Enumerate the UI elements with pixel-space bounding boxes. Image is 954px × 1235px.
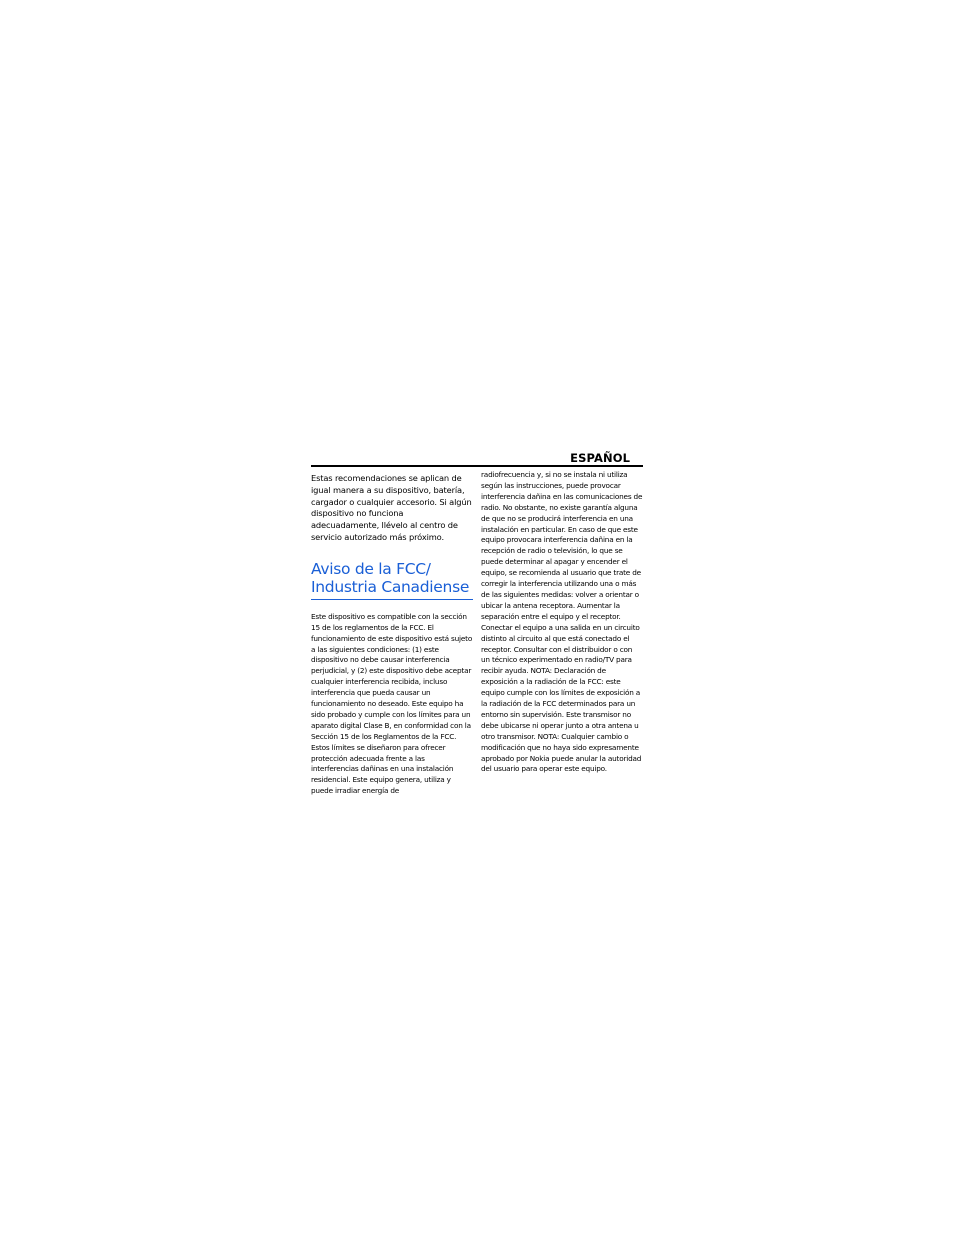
header-rule	[311, 465, 643, 467]
section-title-rule	[311, 599, 473, 600]
right-column	[481, 470, 643, 775]
language-label: ESPAÑOL	[570, 451, 630, 465]
page-header	[311, 450, 643, 466]
fcc-paragraph-left: Este dispositivo es compatible con la sección 15 de los reglamentos de la FCC. El funcionamiento de este dispositivo está sujeto a las siguientes condiciones: (1) este dispositivo no debe causar interferencia perjudicial, y (2) este dispositivo debe aceptar cualquier interferencia recibida, incluso interferencia que pueda causar un funcionamiento no deseado. Este equipo ha sido probado y cumple con los límites para un aparato digital Clase B, en conformidad con la Sección 15 de los Reglamentos de la FCC. Estos límites se diseñaron para ofrecer protección adecuada frente a las interferencias dañinas en una instalación residencial. Este equipo genera, utiliza y puede irradiar energía de	[311, 611, 473, 796]
section-title-line2: Industria Canadiense	[311, 577, 470, 596]
intro-paragraph: Estas recomendaciones se aplican de igual manera a su dispositivo, batería, cargador o cualquier accesorio. Si algún dispositivo no funciona adecuadamente, llévelo al centro de servicio autorizado más próximo.	[311, 473, 472, 542]
section-title-line1: Aviso de la FCC/	[311, 559, 431, 578]
left-column	[311, 473, 473, 797]
section-title	[311, 560, 473, 596]
fcc-paragraph-right: radiofrecuencia y, si no se instala ni utiliza según las instrucciones, puede provocar interferencia dañina en las comunicaciones de radio. No obstante, no existe garantía alguna de que no se producirá interferencia en una instalación en particular. En caso de que este equipo provocara interferencia dañina en la recepción de radio o televisión, lo que se puede determinar al apagar y encender el equipo, se recomienda al usuario que trate de corregir la interferencia utilizando una o más de las siguientes medidas: volver a orientar o ubicar la antena receptora. Aumentar la separación entre el equipo y el receptor. Conectar el equipo a una salida en un circuito distinto al circuito al que está conectado el receptor. Consultar con el distribuidor o con un técnico experimentado en radio/TV para recibir ayuda. NOTA: Declaración de exposición a la radiación de la FCC: este equipo cumple con los límites de exposición a la radiación de la FCC determinados para un entorno sin supervisión. Este transmisor no debe ubicarse ni operar junto a otra antena u otro transmisor. NOTA: Cualquier cambio o modificación que no haya sido expresamente aprobado por Nokia puede anular la autoridad del usuario para operar este equipo.	[481, 470, 643, 774]
